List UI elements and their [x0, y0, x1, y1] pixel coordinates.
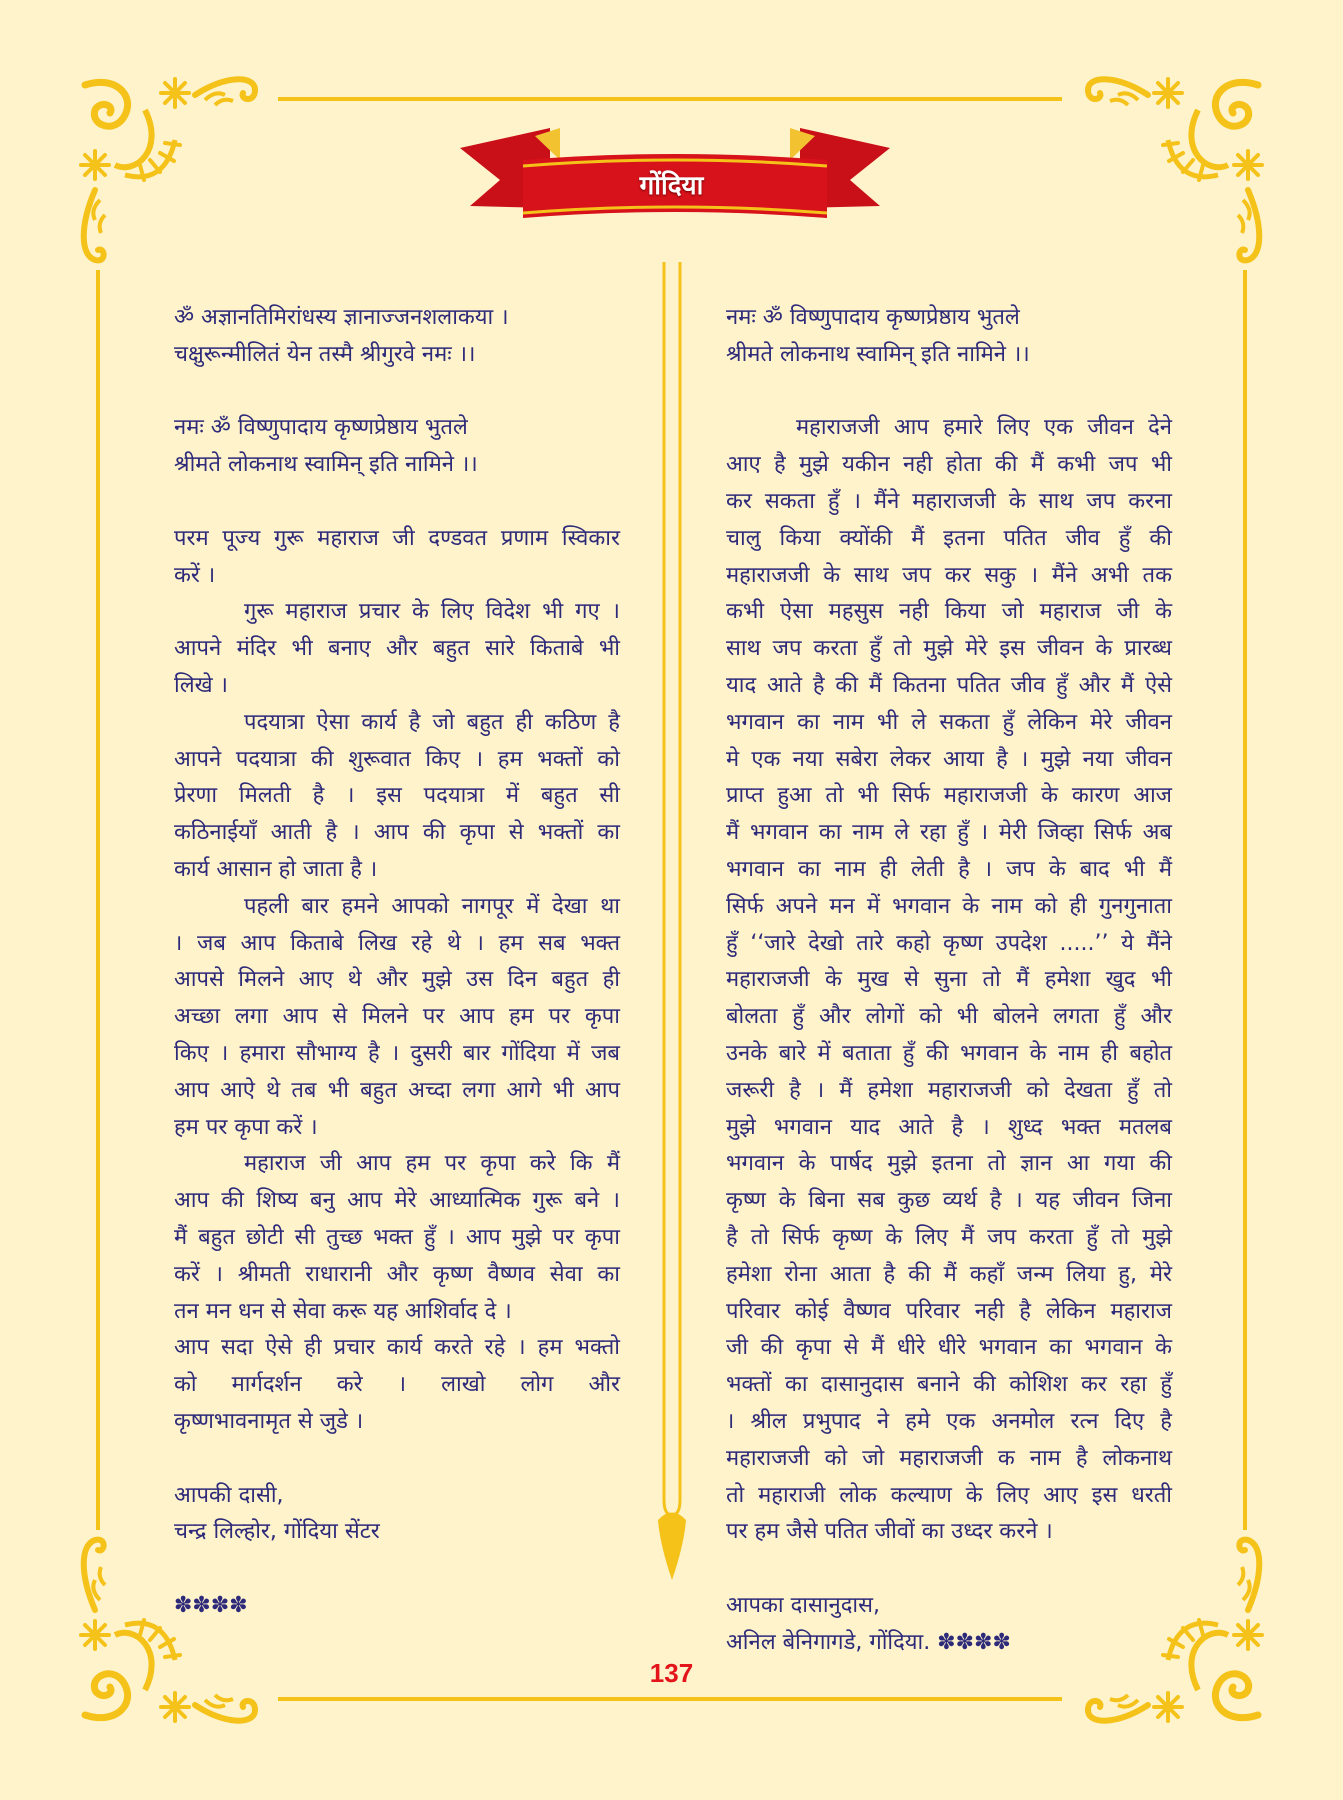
- text-line: कभी ऐसा महसुस नही किया जो महाराज जी के: [726, 599, 1172, 625]
- text-line: परिवार कोई वैष्णव परिवार नही है लेकिन महाराज: [726, 1298, 1172, 1324]
- text-line: चक्षुरून्मीलितं येन तस्मै श्रीगुरवे नमः ।।: [174, 341, 476, 367]
- text-line: ॐ अज्ञानतिमिरांधस्य ज्ञानाज्जनशलाकया ।: [174, 305, 509, 330]
- text-line: प्रेरणा मिलती है । इस पदयात्रा में बहुत सी: [174, 783, 620, 809]
- blank-line: [174, 374, 620, 411]
- text-line: कर सकता हुँ । मैंने महाराजजी के साथ जप करना: [726, 488, 1172, 514]
- text-line: परम पूज्य गुरू महाराज जी दण्डवत प्रणाम स्विकार: [174, 525, 620, 551]
- text-line: साथ जप करता हुँ तो मुझे मेरे इस जीवन के प्रारब्ध: [726, 636, 1172, 662]
- text-line: तन मन धन से सेवा करू यह आशिर्वाद दे ।: [174, 1298, 512, 1324]
- text-line: । जब आप किताबे लिख रहे थे । हम सब भक्त: [174, 930, 620, 956]
- text-line: कठिनाईयाँ आती है । आप की कृपा से भक्तों का: [174, 820, 620, 846]
- text-line: हुँ ‘‘जारे देखो तारे कहो कृष्ण उपदेश .....’’ ये मैंने: [726, 930, 1172, 956]
- text-line: आपने मंदिर भी बनाए और बहुत सारे किताबे भी: [174, 636, 620, 662]
- text-line: चालु किया क्योंकी मैं इतना पतित जीव हुँ की: [726, 525, 1172, 551]
- paragraph: [726, 410, 1172, 1551]
- text-line: भक्तों का दासानुदास बनाने की कोशिश कर रहा हुँ: [726, 1372, 1172, 1398]
- verse-block: [174, 1588, 620, 1625]
- text-line: करें । श्रीमती राधारानी और कृष्ण वैष्णव सेवा का: [174, 1261, 620, 1287]
- text-line: अनिल बेनिगागडे, गोंदिया. ✽✽✽✽: [726, 1629, 1011, 1655]
- text-line: श्रीमते लोकनाथ स्वामिन् इति नामिने ।।: [726, 341, 1030, 367]
- text-line: जरूरी है । मैं हमेशा महाराजजी को देखता हुँ तो: [726, 1077, 1172, 1103]
- paragraph: [174, 1146, 620, 1330]
- text-line: श्रीमते लोकनाथ स्वामिन् इति नामिने ।।: [174, 452, 478, 478]
- text-line: लिखे ।: [174, 672, 228, 698]
- verse-block: [726, 300, 1172, 374]
- text-line: प्राप्त हुआ तो भी सिर्फ महाराजजी के कारण आज: [726, 783, 1172, 809]
- text-line: महाराज जी आप हम पर कृपा करे कि मैं: [244, 1151, 620, 1177]
- blank-line: [726, 374, 1172, 411]
- text-line: अच्छा लगा आप से मिलने पर आप हम पर कृपा: [174, 1004, 620, 1030]
- text-line: हम पर कृपा करें ।: [174, 1114, 318, 1140]
- text-line: भगवान के पार्षद मुझे इतना तो ज्ञान आ गया की: [726, 1151, 1172, 1177]
- text-line: महाराजजी आप हमारे लिए एक जीवन देने: [796, 415, 1172, 441]
- text-line: तो महाराजी लोक कल्याण के लिए आए इस धरती: [726, 1482, 1172, 1508]
- text-line: भगवान का नाम ही लेती है । जप के बाद भी मैं: [726, 856, 1172, 882]
- text-line: आपसे मिलने आए थे और मुझे उस दिन बहुत ही: [174, 967, 620, 993]
- text-line: उनके बारे में बताता हुँ की भगवान के नाम ही बहोत: [726, 1040, 1172, 1066]
- right-column: [726, 300, 1172, 1661]
- paragraph: [174, 521, 620, 595]
- text-line: मैं भगवान का नाम ले रहा हुँ । मेरी जिव्हा सिर्फ अब: [726, 820, 1172, 846]
- text-line: कृष्ण के बिना सब कुछ व्यर्थ है । यह जीवन जिना: [726, 1188, 1172, 1214]
- text-line: गुरू महाराज प्रचार के लिए विदेश भी गए ।: [244, 599, 620, 625]
- blank-line: [174, 484, 620, 521]
- text-line: आप की शिष्य बनु आप मेरे आध्यात्मिक गुरू बने ।: [174, 1188, 620, 1214]
- text-line: पदयात्रा ऐसा कार्य है जो बहुत ही कठिण है: [244, 709, 620, 735]
- text-line: आप सदा ऐसे ही प्रचार कार्य करते रहे । हम भक्तो: [174, 1335, 620, 1361]
- page-number: 137: [649, 1658, 694, 1688]
- paragraph: [174, 1330, 620, 1440]
- text-line: आपका दासानुदास,: [726, 1592, 880, 1618]
- paragraph: [174, 705, 620, 889]
- text-line: जी की कृपा से मैं धीरे धीरे भगवान का भगवान के: [726, 1335, 1172, 1361]
- text-line: आपने पदयात्रा की शुरूवात किए । हम भक्तों को: [174, 746, 620, 772]
- text-line: आपकी दासी,: [174, 1482, 284, 1508]
- text-line: मैं बहुत छोटी सी तुच्छ भक्त हुँ । आप मुझे पर कृपा: [174, 1224, 620, 1250]
- blank-line: [726, 1551, 1172, 1588]
- text-line: मे एक नया सबेरा लेकर आया है । मुझे नया जीवन: [726, 746, 1172, 772]
- text-line: नमः ॐ विष्णुपादाय कृष्णप्रेष्ठाय भुतले: [174, 415, 468, 441]
- text-line: आए है मुझे यकीन नही होता की मैं कभी जप भी: [726, 452, 1172, 478]
- text-line: हमेशा रोना आता है की मैं कहाँ जन्म लिया हु, मेरे: [726, 1261, 1172, 1287]
- text-line: पर हम जैसे पतित जीवों का उध्दर करने ।: [726, 1519, 1053, 1545]
- page-title: गोंदिया: [639, 171, 704, 201]
- text-line: आप आऐ थे तब भी बहुत अच्दा लगा आगे भी आप: [174, 1077, 620, 1103]
- verse-block: [174, 410, 620, 484]
- left-column: [174, 300, 620, 1625]
- text-line: नमः ॐ विष्णुपादाय कृष्णप्रेष्ठाय भुतले: [726, 305, 1020, 330]
- verse-block: [174, 300, 620, 374]
- blank-line: [174, 1441, 620, 1478]
- text-line: किए । हमारा सौभाग्य है । दुसरी बार गोंदिया में जब: [174, 1040, 620, 1066]
- text-line: पहली बार हमने आपको नागपूर में देखा था: [244, 893, 620, 919]
- text-line: भगवान का नाम भी ले सकता हुँ लेकिन मेरे जीवन: [726, 709, 1172, 735]
- text-line: कृष्णभावनामृत से जुडे ।: [174, 1408, 364, 1434]
- text-line: ✽✽✽✽: [174, 1592, 248, 1618]
- blank-line: [174, 1551, 620, 1588]
- paragraph: [174, 889, 620, 1147]
- verse-block: [726, 1588, 1172, 1662]
- text-line: करें ।: [174, 562, 216, 588]
- text-line: मुझे भगवान याद आते है । शुध्द भक्त मतलब: [726, 1114, 1172, 1140]
- text-line: याद आते है की मैं कितना पतित जीव हुँ और मैं ऐसे: [726, 672, 1172, 698]
- text-line: महाराजजी के साथ जप कर सकु । मैंने अभी तक: [726, 562, 1172, 588]
- text-line: । श्रील प्रभुपाद ने हमे एक अनमोल रत्न दिए है: [726, 1408, 1172, 1434]
- text-line: महाराजजी को जो महाराजजी क नाम है लोकनाथ: [726, 1445, 1172, 1471]
- text-line: सिर्फ अपने मन में भगवान के नाम को ही गुनगुनाता: [726, 893, 1172, 919]
- paragraph: [174, 594, 620, 704]
- text-line: बोलता हुँ और लोगों को भी बोलने लगता हुँ और: [726, 1004, 1172, 1030]
- text-line: है तो सिर्फ कृष्ण के लिए मैं जप करता हुँ तो मुझे: [726, 1224, 1172, 1250]
- text-line: महाराजजी के मुख से सुना तो मैं हमेशा खुद भी: [726, 967, 1172, 993]
- text-line: चन्द्र लिल्होर, गोंदिया सेंटर: [174, 1519, 380, 1545]
- text-line: को मार्गदर्शन करे । लाखो लोग और: [174, 1372, 620, 1398]
- verse-block: [174, 1478, 620, 1552]
- text-line: कार्य आसान हो जाता है ।: [174, 856, 378, 882]
